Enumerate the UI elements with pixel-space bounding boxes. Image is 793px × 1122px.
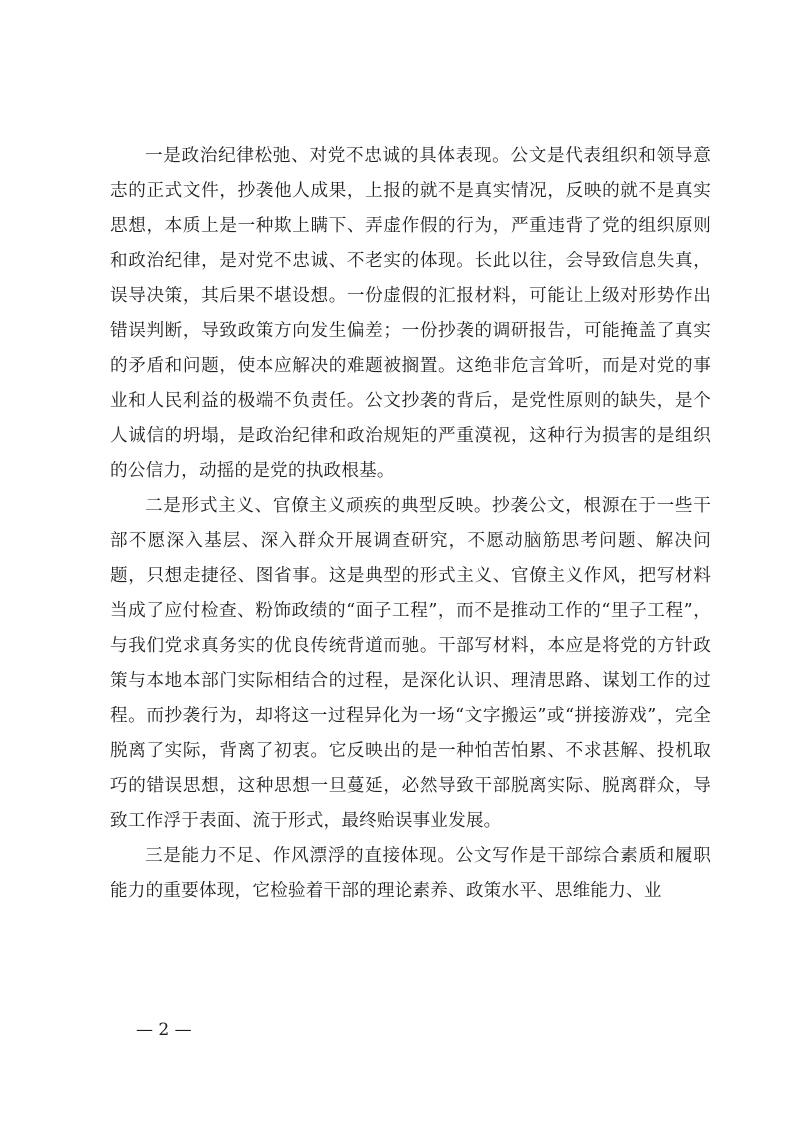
paragraph-formalism-bureaucratism: 二是形式主义、官僚主义顽疾的典型反映。抄袭公文，根源在于一些干部不愿深入基层、深入群众开展调查研究，不愿动脑筋思考问题、解决问题，只想走捷径、图省事。这是典型的形式主义、官僚主义作风，把写材料当成了应付检查、粉饰政绩的“面子工程”，而不是推动工作的“里子工程”，与我们党求真务实的优良传统背道而驰。干部写材料，本应是将党的方针政策与本地本部门实际相结合的过程，是深化认识、理清思路、谋划工作的过程。而抄袭行为，却将这一过程异化为一场“文字搬运”或“拼接游戏”，完全脱离了实际，背离了初衷。它反映出的是一种怕苦怕累、不求甚解、投机取巧的错误思想，这种思想一旦蔓延，必然导致干部脱离实际、脱离群众，导致工作浮于表面、流于形式，最终贻误事业发展。 (110, 496, 711, 831)
page-number: — 2 — (136, 1020, 192, 1040)
document-body (110, 139, 711, 909)
paragraph-political-discipline: 一是政治纪律松弛、对党不忠诚的具体表现。公文是代表组织和领导意志的正式文件，抄袭他人成果，上报的就不是真实情况，反映的就不是真实思想，本质上是一种欺上瞒下、弄虚作假的行为，严重违背了党的组织原则和政治纪律，是对党不忠诚、不老实的体现。长此以往，会导致信息失真，误导决策，其后果不堪设想。一份虚假的汇报材料，可能让上级对形势作出错误判断，导致政策方向发生偏差；一份抄袭的调研报告，可能掩盖了真实的矛盾和问题，使本应解决的难题被搁置。这绝非危言耸听，而是对党的事业和人民利益的极端不负责任。公文抄袭的背后，是党性原则的缺失，是个人诚信的坍塌，是政治纪律和政治规矩的严重漠视，这种行为损害的是组织的公信力，动摇的是党的执政根基。 (110, 146, 711, 481)
paragraph-insufficient-ability: 三是能力不足、作风漂浮的直接体现。公文写作是干部综合素质和履职能力的重要体现，它检验着干部的理论素养、政策水平、思维能力、业 (110, 846, 711, 901)
